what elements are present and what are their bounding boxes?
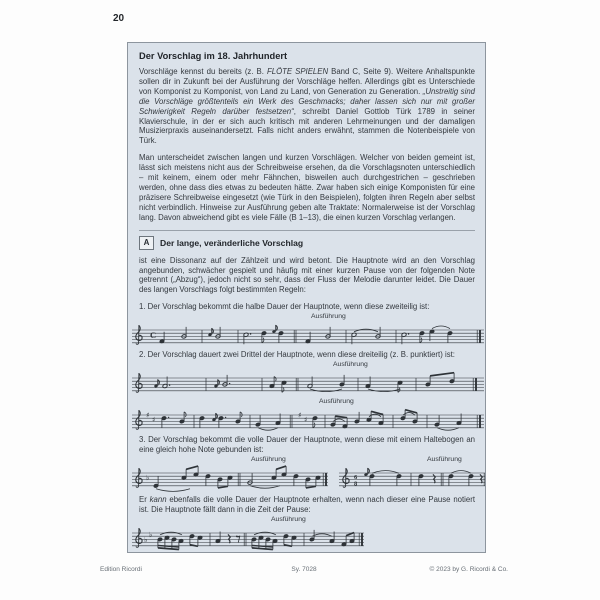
page-number: 20 <box>113 13 125 24</box>
svg-text:♯: ♯ <box>304 415 308 425</box>
music-example-4 <box>139 516 475 551</box>
staff-notation-3b <box>339 464 486 499</box>
music-example-2a <box>139 361 475 396</box>
paragraph-long-short: Man unterscheidet zwischen langen und kurzen Vorschlägen. Welcher von beiden gemeint ist, lässt sich meistens nicht aus der Schreibweise ersehen, da die Vorschlagsnoten unterschiedlich – mit keinem, einem oder mehr Fähnchen, bisweilen auch durchgestrichen – geschrieben werden, ohne dass dies etwas zu bedeuten hätte. Zwar haben sich einige Komponisten für eine präzisere Schreibweise eingesetzt (wie Türk in den Beispielen), folgten ihren Regeln aber selbst nicht verbindlich. Hinweise zur Ausführung geben alte Traktate: Normalerweise ist der Vorschlag lang. Davon abweichend gibt es viele Fälle (B 1–13), die einen kurzen Vorschlag verlangen. <box>139 153 475 222</box>
rule-2-text: 2. Der Vorschlag dauert zwei Drittel der Hauptnote, wenn diese dreiteilig (z. B. punktiert) ist: <box>139 350 455 360</box>
ausfuehrung-label: Ausführung <box>251 455 286 463</box>
ausfuehrung-label: Ausführung <box>271 515 306 523</box>
svg-text:C: C <box>150 330 157 341</box>
paragraph-section-a: ist eine Dissonanz auf der Zählzeit und wird betont. Die Hauptnote wird an den Vorschlag angebunden, schwächer gespielt und häufig mit einer kurzen Pause von der folgenden Note getrennt („Abzug“), jedoch nicht so sehr, dass der Fluss der Melodie darunter leidet. Die Dauer des langen Vorschlags folgt bestimmten Regeln: <box>139 255 475 295</box>
svg-text:♯: ♯ <box>146 410 150 420</box>
music-example-1 <box>139 313 475 348</box>
ausfuehrung-label: Ausführung <box>333 361 368 369</box>
svg-text:♯: ♯ <box>298 410 302 420</box>
staff-notation-2b <box>132 406 484 441</box>
staff-notation-1 <box>132 321 484 356</box>
svg-text:♭: ♭ <box>149 529 153 539</box>
footer <box>100 566 508 578</box>
footer-catalog-number: Sy. 7028 <box>291 566 317 573</box>
footer-edition: Edition Ricordi <box>100 566 142 573</box>
ausfuehrung-label: Ausführung <box>311 313 346 321</box>
staff-notation-4 <box>132 524 364 553</box>
section-a-badge: A <box>139 236 154 250</box>
paragraph-intro: Vorschläge kennst du bereits (z. B. FLÖTE SPIELEN Band C, Seite 9). Weitere Anhaltspunkte sollen dir in Zukunft bei der Ausführung der Vorschläge helfen. Allerdings gibt es Unterschiede von Komponist zu Komponist, von Land zu Land, von Generation zu Generation. „Unstreitig sind die Vorschläge größtenteils ein Werk des Geschmacks; daher lassen sich nur mit großer Schwierigkeit Regeln darüber festsetzen“, schreibt Daniel Gottlob Türk 1789 in seiner Klavierschule, in der er sich auch kritisch mit anderen Lehrmeinungen und der damaligen Musizierpraxis auseinandersetzt. Falls nicht anders erwähnt, stammen die Notenbeispiele von Türk. <box>139 67 475 146</box>
staff-notation-3a <box>132 464 328 499</box>
music-example-3 <box>139 456 475 493</box>
svg-text:8: 8 <box>354 480 358 488</box>
svg-text:♭: ♭ <box>146 473 150 483</box>
content-box <box>127 42 486 553</box>
rule-3-text: 3. Der Vorschlag bekommt die volle Dauer der Hauptnote, wenn diese mit einem Haltebogen an eine gleich hohe Note gebunden ist: <box>139 435 475 454</box>
svg-text:♯: ♯ <box>152 415 156 425</box>
svg-text:♭: ♭ <box>144 534 148 544</box>
ausfuehrung-label: Ausführung <box>319 398 354 406</box>
svg-text:6: 6 <box>354 473 358 481</box>
footer-copyright: © 2023 by G. Ricordi & Co. <box>429 566 508 573</box>
section-a-title: Der lange, veränderliche Vorschlag <box>160 237 304 248</box>
box-title: Der Vorschlag im 18. Jahrhundert <box>139 51 288 61</box>
music-example-2b <box>139 398 475 433</box>
section-a-header <box>139 230 475 250</box>
ausfuehrung-label: Ausführung <box>427 455 462 463</box>
paragraph-pause: Er kann ebenfalls die volle Dauer der Hauptnote erhalten, wenn nach dieser eine Pause notiert ist. Die Hauptnote fällt dann in die Zeit der Pause: <box>139 494 475 514</box>
rule-1-text: 1. Der Vorschlag bekommt die halbe Dauer der Hauptnote, wenn diese zweiteilig ist: <box>139 302 430 312</box>
